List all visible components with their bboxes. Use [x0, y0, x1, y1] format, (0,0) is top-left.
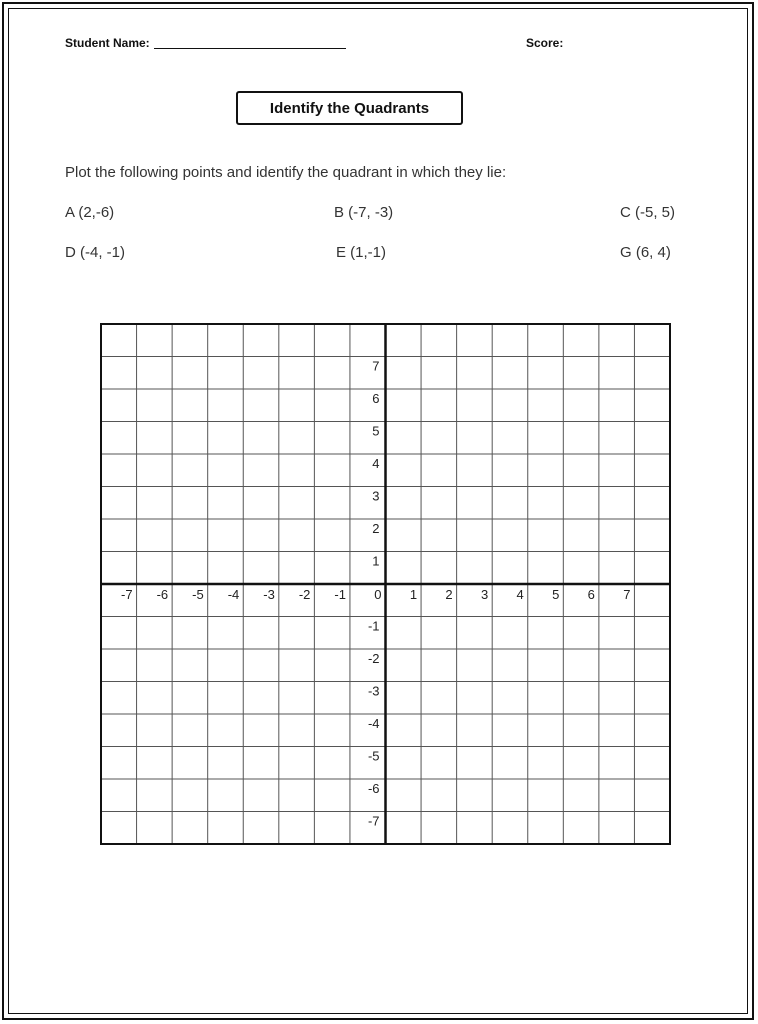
x-tick-label: 1 — [409, 587, 418, 602]
x-tick-label: 6 — [587, 587, 595, 602]
y-tick-label: -5 — [367, 748, 380, 764]
x-tick-label: 5 — [552, 587, 560, 602]
point-g: G (6, 4) — [620, 244, 671, 261]
point-c: C (-5, 5) — [620, 204, 676, 221]
point-e: E (1,-1) — [336, 244, 387, 261]
x-tick-label: -4 — [227, 587, 240, 602]
worksheet-title: Identify the Quadrants — [269, 99, 430, 117]
y-tick-label: 3 — [372, 488, 380, 504]
y-tick-label: -7 — [367, 813, 380, 829]
x-tick-label: 3 — [480, 587, 489, 602]
y-tick-label: 1 — [372, 553, 380, 569]
y-tick-label: -3 — [367, 683, 380, 699]
x-tick-label: -6 — [156, 587, 169, 602]
score-label: Score: — [526, 36, 564, 50]
x-tick-label: -3 — [263, 587, 275, 602]
x-tick-label: 2 — [445, 587, 453, 602]
point-d: D (-4, -1) — [65, 244, 125, 261]
x-tick-label: -7 — [121, 587, 133, 602]
y-tick-label: 4 — [372, 456, 380, 471]
x-tick-label: -2 — [298, 587, 311, 602]
y-tick-label: -2 — [367, 651, 380, 666]
x-tick-label: 7 — [623, 587, 631, 602]
student-name-label: Student Name: — [65, 36, 150, 50]
y-tick-label: -4 — [367, 716, 380, 731]
instructions: Plot the following points and identify the quadrant in which they lie: — [65, 164, 507, 181]
x-tick-label: 4 — [516, 587, 524, 602]
y-tick-label: -1 — [367, 618, 380, 634]
y-tick-label: 5 — [372, 423, 380, 439]
point-b: B (-7, -3) — [334, 204, 394, 221]
x-tick-label: -1 — [334, 587, 346, 602]
y-tick-label: 2 — [372, 521, 380, 536]
x-tick-label: 0 — [374, 587, 382, 602]
x-tick-label: -5 — [192, 587, 204, 602]
y-tick-label: 6 — [372, 391, 380, 406]
point-a: A (2,-6) — [65, 204, 115, 221]
y-tick-label: -6 — [367, 781, 380, 796]
y-tick-label: 7 — [372, 358, 380, 374]
